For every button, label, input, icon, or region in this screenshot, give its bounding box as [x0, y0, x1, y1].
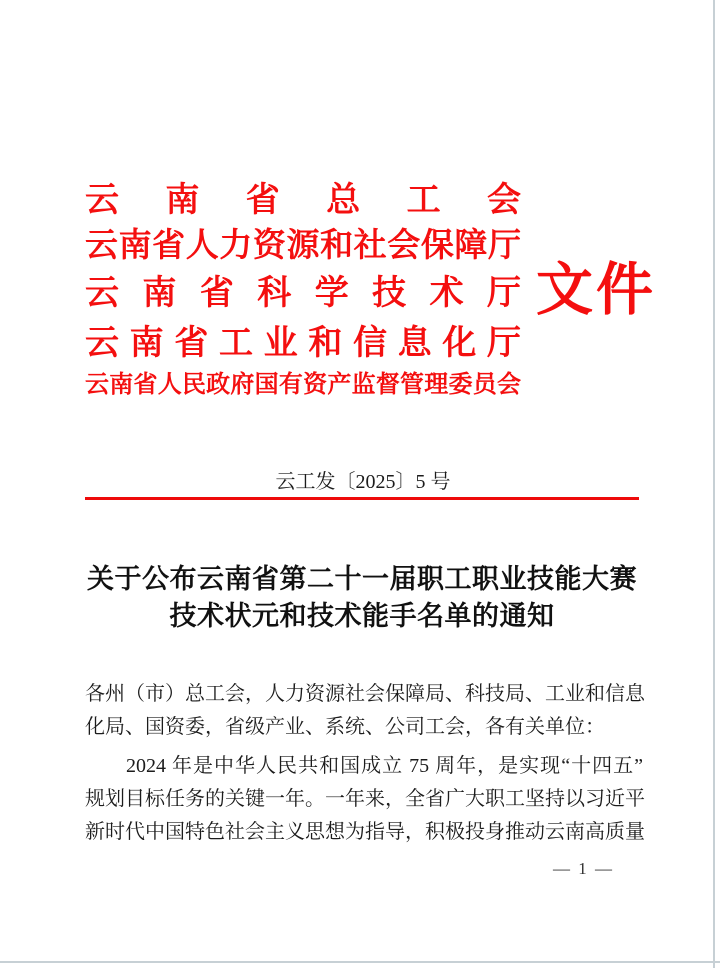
agency-name-line-2: 云南省人力资源和社会保障厅 [85, 228, 521, 264]
body-line: 各州（市）总工会，人力资源社会保障局、科技局、工业和信息 [85, 683, 645, 705]
page-bottom-edge [0, 961, 720, 963]
agency-name-line-1: 云南省总工会 [85, 182, 521, 219]
document-title-line-1: 关于公布云南省第二十一届职工职业技能大赛 [87, 564, 637, 594]
page-right-edge [713, 0, 715, 968]
body-line: 化局、国资委，省级产业、系统、公司工会，各有关单位： [85, 716, 605, 738]
page-number: — 1 — [553, 859, 614, 878]
body-line: 2024 年是中华人民共和国成立 75 周年，是实现“十四五” [126, 755, 643, 777]
document-title-line-2: 技术状元和技术能手名单的通知 [169, 601, 555, 631]
agency-name-line-4: 云南省工业和信息化厅 [85, 325, 521, 362]
doc-type-label: 文件 [536, 259, 656, 322]
body-line: 规划目标任务的关键一年。一年来，全省广大职工坚持以习近平 [85, 788, 645, 810]
agency-name-line-5: 云南省人民政府国有资产监督管理委员会 [85, 372, 521, 398]
doc-number: 云工发〔2025〕5 号 [275, 471, 451, 493]
body-line: 新时代中国特色社会主义思想为指导，积极投身推动云南高质量 [85, 821, 645, 843]
document-title [82, 561, 642, 635]
agency-name-line-3: 云南省科学技术厅 [85, 275, 521, 312]
red-separator-rule [85, 497, 639, 500]
